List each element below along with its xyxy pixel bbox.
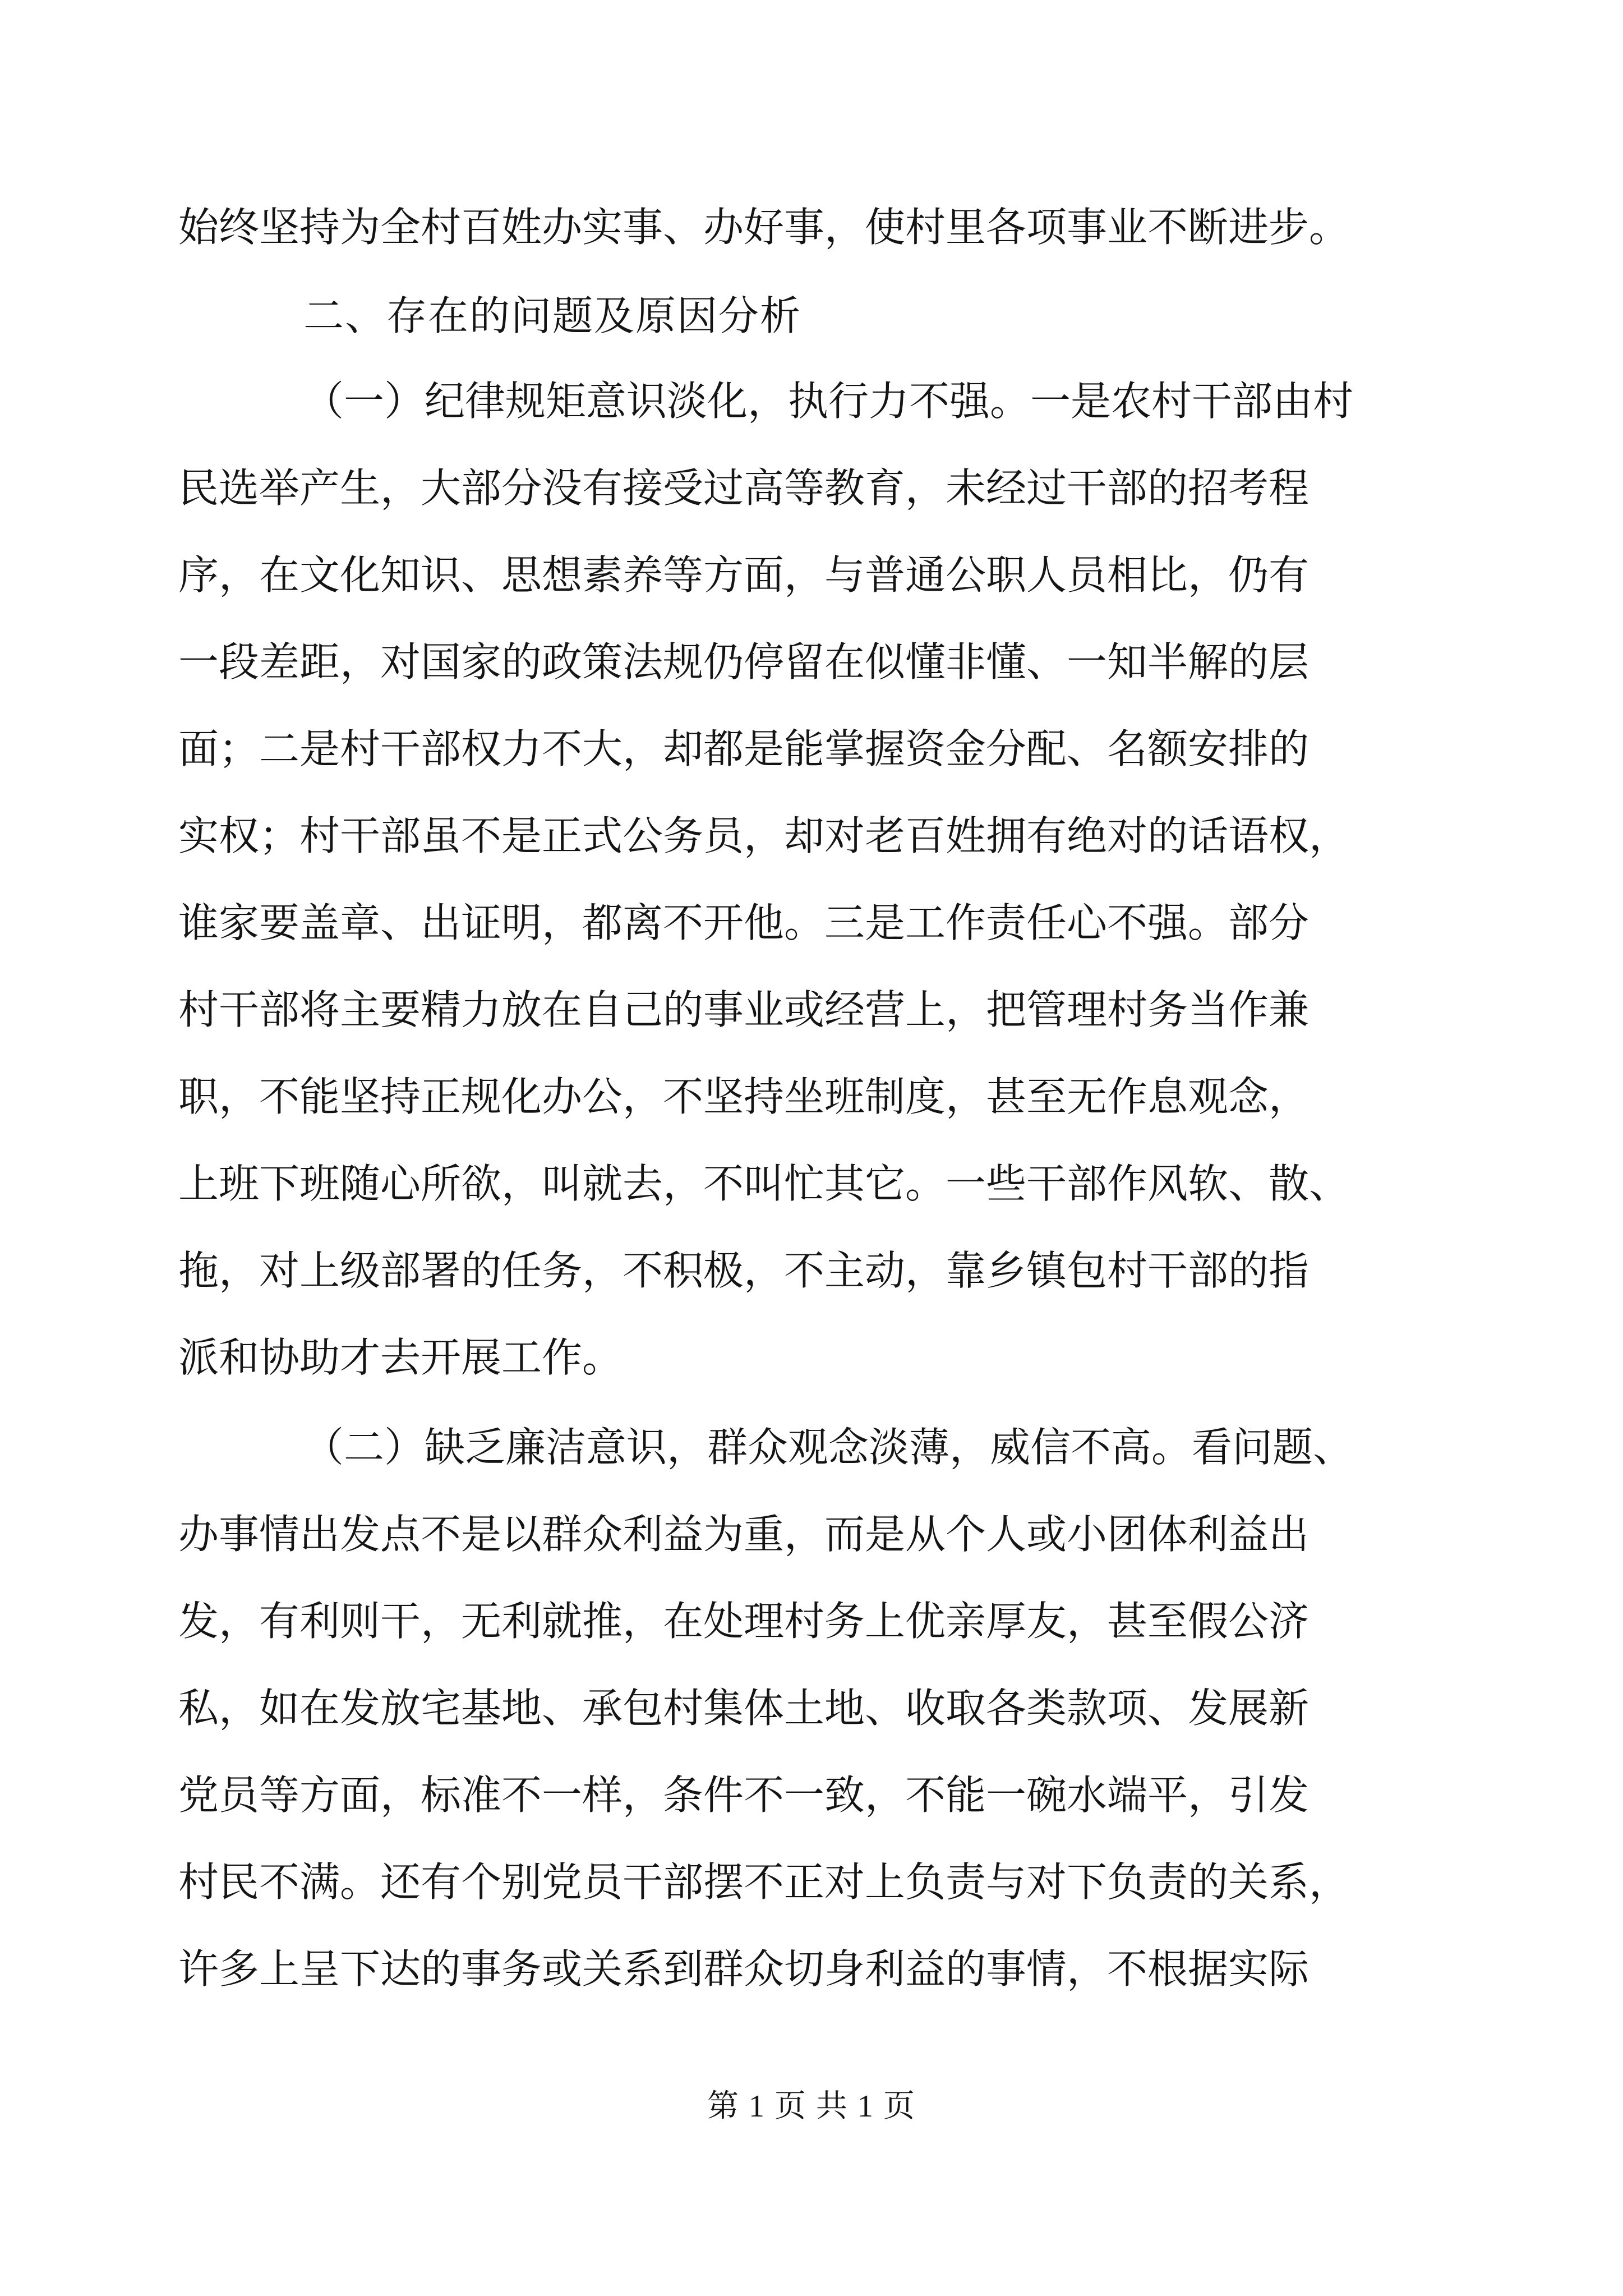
paragraph-first-line: （二）缺乏廉洁意识，群众观念淡薄，威信不高。看问题、 <box>303 1424 1354 1471</box>
text-line: 谁家要盖章、出证明，都离不开他。三是工作责任心不强。部分 <box>178 899 1310 946</box>
text-line: 职，不能坚持正规化办公，不坚持坐班制度，甚至无作息观念， <box>178 1073 1310 1120</box>
text-line: 村民不满。还有个别党员干部摆不正对上负责与对下负责的关系， <box>178 1858 1350 1906</box>
section-heading: 二、存在的问题及原因分析 <box>303 292 802 339</box>
text-line: 派和协助才去开展工作。 <box>178 1334 623 1381</box>
text-line: 村干部将主要精力放在自己的事业或经营上，把管理村务当作兼 <box>178 986 1310 1033</box>
text-line: 发，有利则干，无利就推，在处理村务上优亲厚友，甚至假公济 <box>178 1598 1310 1645</box>
paragraph-first-line: （一）纪律规矩意识淡化，执行力不强。一是农村干部由村 <box>303 378 1354 425</box>
text-line: 办事情出发点不是以群众利益为重，而是从个人或小团体利益出 <box>178 1511 1310 1558</box>
text-line: 许多上呈下达的事务或关系到群众切身利益的事情，不根据实际 <box>178 1945 1310 1993</box>
page-footer: 第 1 页 共 1 页 <box>707 2089 916 2124</box>
text-line: 民选举产生，大部分没有接受过高等教育，未经过干部的招考程 <box>178 464 1310 512</box>
text-line: 面；二是村干部权力不大，却都是能掌握资金分配、名额安排的 <box>178 725 1310 772</box>
text-line: 实权；村干部虽不是正式公务员，却对老百姓拥有绝对的话语权， <box>178 812 1350 859</box>
text-line: 始终坚持为全村百姓办实事、办好事，使村里各项事业不断进步。 <box>178 204 1350 251</box>
text-line: 拖，对上级部署的任务，不积极，不主动，靠乡镇包村干部的指 <box>178 1247 1310 1294</box>
text-line: 序，在文化知识、思想素养等方面，与普通公职人员相比，仍有 <box>178 551 1310 599</box>
text-line: 党员等方面，标准不一样，条件不一致，不能一碗水端平，引发 <box>178 1772 1310 1819</box>
text-line: 上班下班随心所欲，叫就去，不叫忙其它。一些干部作风软、散、 <box>178 1160 1350 1207</box>
text-line: 一段差距，对国家的政策法规仍停留在似懂非懂、一知半解的层 <box>178 638 1310 685</box>
text-line: 私，如在发放宅基地、承包村集体土地、收取各类款项、发展新 <box>178 1685 1310 1732</box>
